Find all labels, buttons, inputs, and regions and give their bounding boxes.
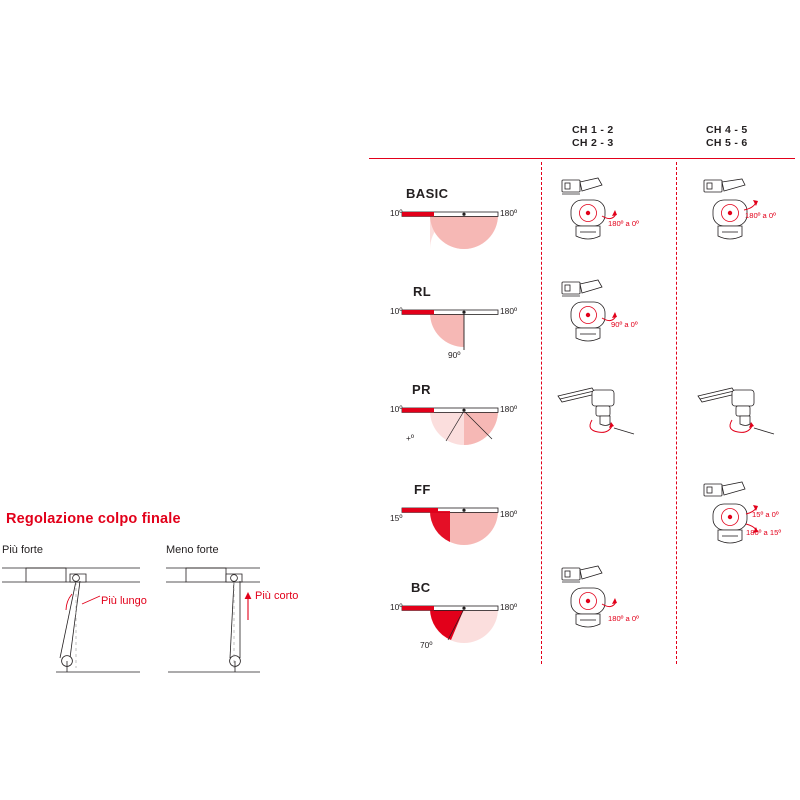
ff-ch4-note-2: 180º a 15º bbox=[746, 528, 782, 537]
pr-end-angle: 180º bbox=[500, 404, 518, 414]
left-diagram-stronger bbox=[0, 560, 160, 678]
basic-start-angle: 10º bbox=[390, 208, 403, 218]
pr-bottom-angle: +º bbox=[406, 433, 414, 443]
row-model-bc: BC bbox=[411, 580, 431, 595]
left-option-strong-label: Più forte bbox=[2, 544, 43, 556]
basic-ch1-note: 180º a 0º bbox=[608, 219, 639, 228]
header-divider bbox=[369, 158, 795, 159]
pr-ch1-pictogram bbox=[556, 382, 642, 448]
ff-angle-diagram bbox=[388, 492, 534, 554]
rl-ch1-note: 90º a 0º bbox=[611, 320, 638, 329]
ff-start-angle: 15º bbox=[390, 513, 403, 523]
left-note-shorter: Più corto bbox=[255, 590, 299, 602]
row-model-rl: RL bbox=[413, 284, 432, 299]
column-separator-2 bbox=[676, 162, 677, 664]
rl-ch1-pictogram bbox=[558, 278, 636, 350]
row-model-basic: BASIC bbox=[406, 186, 449, 201]
basic-ch4-note-1: 180º a 0º bbox=[745, 211, 776, 220]
left-diagram-weaker bbox=[164, 560, 324, 678]
basic-ch1-pictogram bbox=[558, 176, 636, 248]
bc-bottom-angle: 70º bbox=[420, 640, 433, 650]
pr-ch4-pictogram bbox=[696, 382, 782, 448]
bc-angle-diagram bbox=[388, 590, 534, 656]
left-option-weak-label: Meno forte bbox=[166, 544, 219, 556]
row-model-ff: FF bbox=[414, 482, 431, 497]
bc-ch1-pictogram bbox=[558, 562, 636, 636]
ff-ch4-note-1: 15º a 0º bbox=[752, 510, 779, 519]
ch4-header-line1: CH 4 - 5 bbox=[706, 124, 748, 136]
bc-ch1-note: 180º a 0º bbox=[608, 614, 639, 623]
rl-start-angle: 10º bbox=[390, 306, 403, 316]
ch4-header-line2: CH 5 - 6 bbox=[706, 137, 748, 149]
left-panel-title: Regolazione colpo finale bbox=[6, 511, 181, 527]
column-separator-1 bbox=[541, 162, 542, 664]
rl-angle-diagram bbox=[388, 294, 534, 356]
ch1-column-header bbox=[572, 124, 614, 150]
ff-end-angle: 180º bbox=[500, 509, 518, 519]
rl-bottom-angle: 90º bbox=[448, 350, 461, 360]
bc-end-angle: 180º bbox=[500, 602, 518, 612]
bc-start-angle: 10º bbox=[390, 602, 403, 612]
ch1-header-line2: CH 2 - 3 bbox=[572, 137, 614, 149]
ch4-column-header bbox=[706, 124, 748, 150]
rl-end-angle: 180º bbox=[500, 306, 518, 316]
basic-end-angle: 180º bbox=[500, 208, 518, 218]
pr-angle-diagram bbox=[388, 392, 534, 454]
basic-angle-diagram bbox=[388, 196, 534, 256]
pr-start-angle: 10º bbox=[390, 404, 403, 414]
ch1-header-line1: CH 1 - 2 bbox=[572, 124, 614, 136]
row-model-pr: PR bbox=[412, 382, 431, 397]
left-note-longer: Più lungo bbox=[101, 595, 147, 607]
